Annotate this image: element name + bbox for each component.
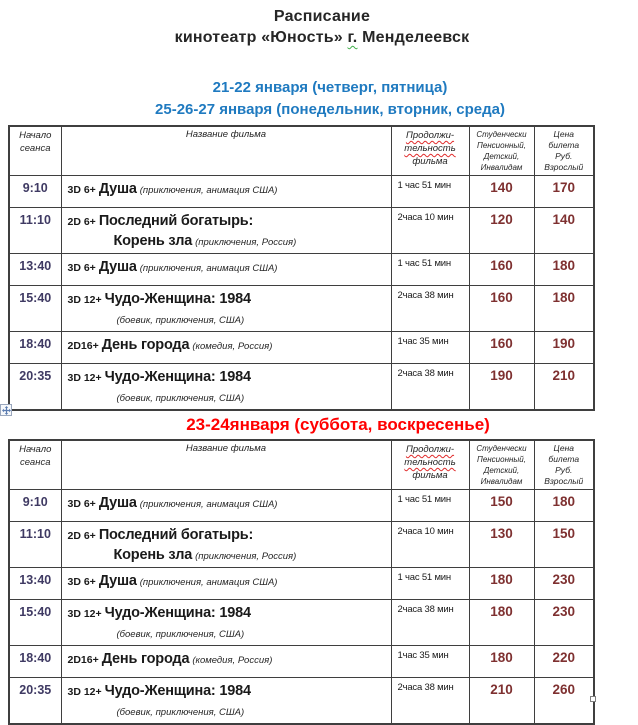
film-title-continued: Корень зла — [113, 547, 193, 563]
film-info — [61, 208, 391, 254]
discount-ticket-price: 180 — [469, 568, 534, 600]
section-heading-weekend — [38, 413, 638, 436]
schedule-row — [9, 332, 594, 364]
film-format-rating: 2D16+ — [67, 340, 99, 352]
film-genre: (приключения, анимация США) — [139, 185, 278, 196]
session-time: 18:40 — [9, 332, 61, 364]
table-header-row — [9, 440, 594, 490]
schedule-row — [9, 254, 594, 286]
session-time: 11:10 — [9, 208, 61, 254]
film-line-1 — [68, 525, 387, 547]
film-genre: (приключения, Россия) — [195, 551, 297, 562]
session-time: 13:40 — [9, 568, 61, 600]
discount-ticket-price: 160 — [469, 286, 534, 332]
schedule-row — [9, 678, 594, 725]
session-time: 9:10 — [9, 176, 61, 208]
schedule-row — [9, 600, 594, 646]
schedule-row — [9, 286, 594, 332]
film-line-1 — [68, 289, 387, 311]
film-genre: (боевик, приключения, США) — [116, 707, 245, 718]
adult-ticket-price: 210 — [534, 364, 594, 411]
film-genre: (комедия, Россия) — [192, 341, 273, 352]
heading-line: 21-22 января (четверг, пятница) — [212, 79, 448, 96]
section-heading-weekdays — [30, 77, 630, 121]
title-line-2-part1: кинотеатр «Юность» — [174, 29, 348, 46]
film-genre: (приключения, анимация США) — [139, 263, 278, 274]
adult-ticket-price: 260 — [534, 678, 594, 725]
title-line-2 — [22, 27, 622, 48]
schedule-table-weekend — [8, 439, 595, 725]
col-header-session-start: Начало сеанса — [9, 126, 61, 176]
film-info — [61, 176, 391, 208]
col-header-adult-price: Цена билета Руб. Взрослый — [534, 440, 594, 490]
film-format-rating: 2D 6+ — [67, 216, 96, 228]
film-info — [61, 522, 391, 568]
session-time: 15:40 — [9, 286, 61, 332]
table-header-row — [9, 126, 594, 176]
discount-ticket-price: 160 — [469, 254, 534, 286]
film-title: Чудо-Женщина: 1984 — [104, 605, 251, 621]
session-time: 11:10 — [9, 522, 61, 568]
session-time: 13:40 — [9, 254, 61, 286]
film-genre: (боевик, приключения, США) — [116, 393, 245, 404]
film-title: Чудо-Женщина: 1984 — [104, 291, 251, 307]
film-genre: (комедия, Россия) — [192, 655, 273, 666]
film-line-1 — [68, 179, 387, 201]
discount-ticket-price: 160 — [469, 332, 534, 364]
film-line-2 — [68, 389, 387, 407]
film-duration: 1час 35 мин — [391, 332, 469, 364]
film-line-1 — [68, 335, 387, 357]
discount-ticket-price: 150 — [469, 490, 534, 522]
film-line-2 — [68, 547, 387, 565]
schedule-row — [9, 490, 594, 522]
title-line-2-part3: Менделеевск — [357, 29, 470, 46]
film-title: Душа — [98, 181, 137, 197]
film-format-rating: 2D 6+ — [67, 530, 96, 542]
film-duration: 2часа 38 мин — [391, 678, 469, 725]
film-title: Чудо-Женщина: 1984 — [104, 683, 251, 699]
discount-ticket-price: 180 — [469, 646, 534, 678]
film-title-continued: Корень зла — [113, 233, 193, 249]
discount-ticket-price: 120 — [469, 208, 534, 254]
col-header-duration: Продолжи- тельность фильма — [391, 126, 469, 176]
film-info — [61, 600, 391, 646]
move-arrows-icon — [2, 406, 11, 415]
col-header-duration: Продолжи- тельность фильма — [391, 440, 469, 490]
film-format-rating: 3D 12+ — [67, 608, 102, 620]
col-header-adult-price: Цена билета Руб. Взрослый — [534, 126, 594, 176]
schedule-row — [9, 364, 594, 411]
film-title: Душа — [98, 495, 137, 511]
film-format-rating: 3D 12+ — [67, 686, 102, 698]
film-line-1 — [68, 367, 387, 389]
film-format-rating: 3D 6+ — [67, 498, 96, 510]
film-genre: (боевик, приключения, США) — [116, 315, 245, 326]
film-title: Последний богатырь: — [98, 213, 254, 229]
document-title — [22, 0, 622, 48]
film-duration: 2часа 38 мин — [391, 286, 469, 332]
heading-line: 25-26-27 января (понедельник, вторник, среда) — [155, 101, 505, 118]
session-time: 20:35 — [9, 364, 61, 411]
film-duration: 1 час 51 мин — [391, 490, 469, 522]
film-title: День города — [101, 337, 190, 353]
adult-ticket-price: 180 — [534, 490, 594, 522]
film-title: День города — [101, 651, 190, 667]
film-format-rating: 3D 6+ — [67, 184, 96, 196]
film-info — [61, 254, 391, 286]
schedule-row — [9, 522, 594, 568]
session-time: 20:35 — [9, 678, 61, 725]
film-line-1 — [68, 681, 387, 703]
film-info — [61, 364, 391, 411]
film-format-rating: 3D 6+ — [67, 576, 96, 588]
session-time: 15:40 — [9, 600, 61, 646]
col-header-film-title: Название фильма — [61, 126, 391, 176]
film-title: Душа — [98, 259, 137, 275]
adult-ticket-price: 220 — [534, 646, 594, 678]
film-line-1 — [68, 649, 387, 671]
col-header-discount-price: Студенчески Пенсионный, Детский, Инвалидам — [469, 440, 534, 490]
film-info — [61, 490, 391, 522]
film-line-2 — [68, 625, 387, 643]
film-duration: 1 час 51 мин — [391, 176, 469, 208]
title-line-1: Расписание — [273, 8, 371, 25]
film-duration: 1 час 51 мин — [391, 568, 469, 600]
session-time: 18:40 — [9, 646, 61, 678]
adult-ticket-price: 230 — [534, 568, 594, 600]
film-info — [61, 286, 391, 332]
title-line-2-spellcheck-word: г. — [347, 29, 358, 46]
film-duration: 2часа 38 мин — [391, 600, 469, 646]
film-genre: (боевик, приключения, США) — [116, 629, 245, 640]
film-duration: 2часа 10 мин — [391, 208, 469, 254]
film-line-1 — [68, 571, 387, 593]
schedule-row — [9, 208, 594, 254]
film-format-rating: 3D 12+ — [67, 294, 102, 306]
film-title: Последний богатырь: — [98, 527, 254, 543]
film-duration: 2часа 38 мин — [391, 364, 469, 411]
adult-ticket-price: 170 — [534, 176, 594, 208]
col-header-session-start: Начало сеанса — [9, 440, 61, 490]
film-line-1 — [68, 211, 387, 233]
film-title: Душа — [98, 573, 137, 589]
schedule-row — [9, 176, 594, 208]
adult-ticket-price: 150 — [534, 522, 594, 568]
film-line-2 — [68, 233, 387, 251]
film-duration: 2часа 10 мин — [391, 522, 469, 568]
discount-ticket-price: 180 — [469, 600, 534, 646]
film-genre: (приключения, анимация США) — [139, 499, 278, 510]
session-time: 9:10 — [9, 490, 61, 522]
schedule-table-weekdays — [8, 125, 595, 411]
heading-line: 23-24января (суббота, воскресенье) — [186, 415, 490, 434]
film-genre: (приключения, анимация США) — [139, 577, 278, 588]
schedule-row — [9, 646, 594, 678]
discount-ticket-price: 130 — [469, 522, 534, 568]
adult-ticket-price: 190 — [534, 332, 594, 364]
discount-ticket-price: 190 — [469, 364, 534, 411]
table-resize-handle[interactable] — [590, 696, 596, 702]
film-line-1 — [68, 493, 387, 515]
film-line-2 — [68, 703, 387, 721]
film-info — [61, 568, 391, 600]
adult-ticket-price: 180 — [534, 286, 594, 332]
discount-ticket-price: 210 — [469, 678, 534, 725]
film-genre: (приключения, Россия) — [195, 237, 297, 248]
film-info — [61, 332, 391, 364]
film-line-1 — [68, 603, 387, 625]
film-info — [61, 646, 391, 678]
col-header-film-title: Название фильма — [61, 440, 391, 490]
discount-ticket-price: 140 — [469, 176, 534, 208]
film-line-2 — [68, 311, 387, 329]
schedule-row — [9, 568, 594, 600]
col-header-discount-price: Студенчески Пенсионный, Детский, Инвалидам — [469, 126, 534, 176]
film-line-1 — [68, 257, 387, 279]
film-duration: 1час 35 мин — [391, 646, 469, 678]
film-info — [61, 678, 391, 725]
film-duration: 1 час 51 мин — [391, 254, 469, 286]
adult-ticket-price: 180 — [534, 254, 594, 286]
film-format-rating: 3D 6+ — [67, 262, 96, 274]
adult-ticket-price: 140 — [534, 208, 594, 254]
film-format-rating: 2D16+ — [67, 654, 99, 666]
film-format-rating: 3D 12+ — [67, 372, 102, 384]
adult-ticket-price: 230 — [534, 600, 594, 646]
film-title: Чудо-Женщина: 1984 — [104, 369, 251, 385]
table-move-handle[interactable] — [0, 404, 12, 416]
